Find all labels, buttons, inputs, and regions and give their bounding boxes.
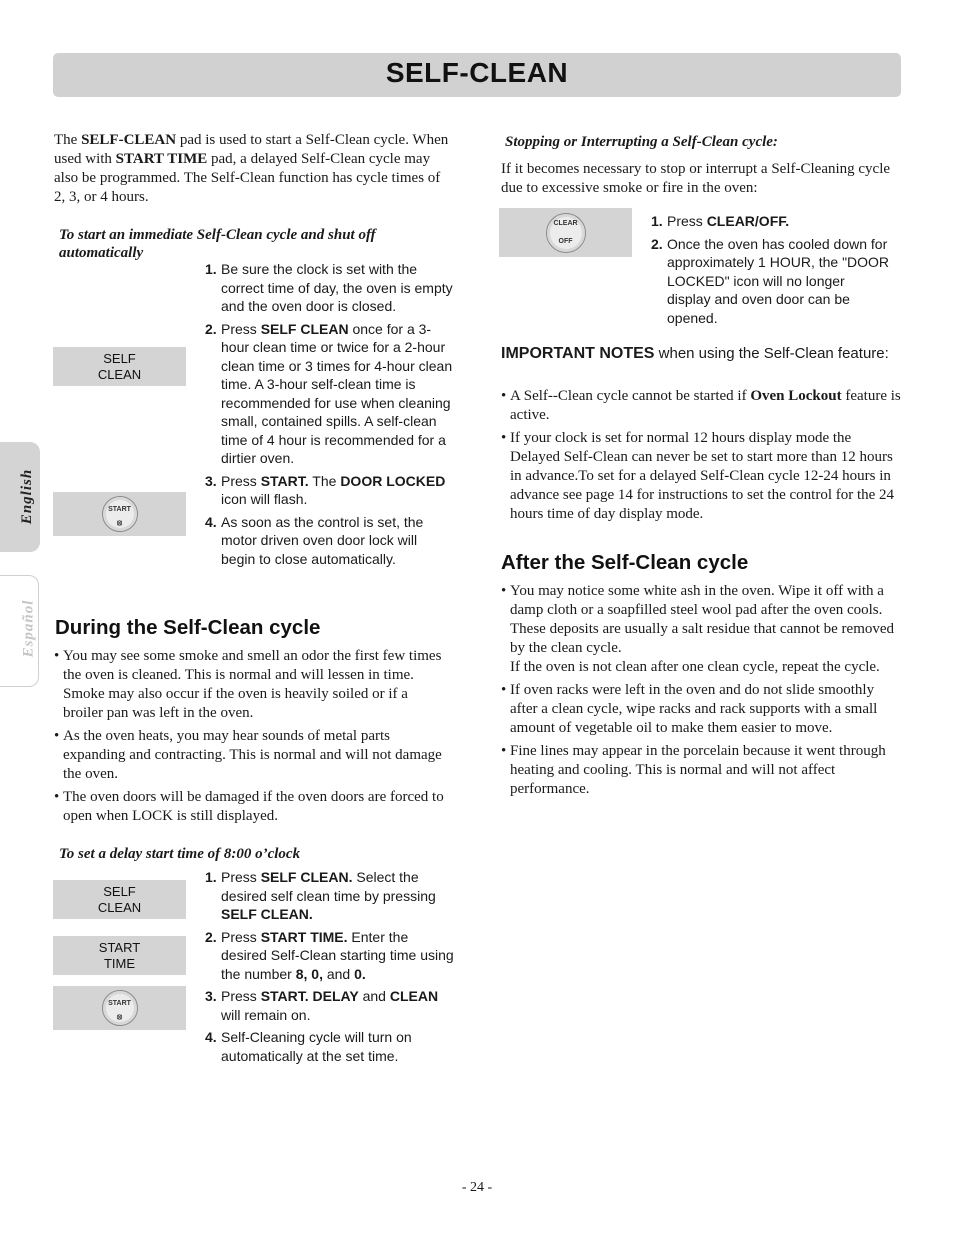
list-item: • You may notice some white ash in the oven. Wipe it off with a damp cloth or a soapfilled steel wool pad after the oven cools. These deposits are usually a salt residue that cannot be removed by the clean cycle. If the oven is not clean after one clean cycle, repeat the cycle. <box>501 583 895 675</box>
list-item: • You may see some smoke and smell an odor the first few times the oven is cleaned. This is normal and will lessen in time. Smoke may also occur if the oven is heavily soiled or if a broiler pan was left in the oven. <box>54 648 442 721</box>
list-item: 1. Press CLEAR/OFF. <box>651 213 790 229</box>
list-item: • If your clock is set for normal 12 hours display mode the Delayed Self-Clean can never be set to start more than 12 hours in advance.To set for a delayed Self-Clean cycle 12-24 hours in advance see page 14 for instructions to set the control for the 24 hours time of day display mode. <box>501 430 895 522</box>
start-key-panel <box>53 492 186 536</box>
intro-paragraph: The SELF-CLEAN pad is used to start a Self-Clean cycle. When used with START TIME pad, a delayed Self-Clean cycle may also be programmed. The Self-Clean function has cycle times of 2, 3, or 4 hours. <box>54 132 449 205</box>
after-list <box>501 582 901 803</box>
title-bar <box>53 53 901 97</box>
tab-espanol-label: Español <box>20 599 37 658</box>
list-item: • As the oven heats, you may hear sounds of metal parts expanding and contracting. This is normal and will not damage the oven. <box>54 728 442 782</box>
list-item: • The oven doors will be damaged if the oven doors are forced to open when LOCK is still displayed. <box>54 789 444 824</box>
important-heading: IMPORTANT NOTES when using the Self-Clean feature: <box>501 345 889 362</box>
list-item: • If oven racks were left in the oven and do not slide smoothly after a clean cycle, wipe racks and rack supports with a small amount of vegetable oil to make them easier to move. <box>501 682 878 736</box>
list-item: 4. As soon as the control is set, the motor driven oven door lock will begin to close automatically. <box>205 513 424 567</box>
stopping-steps <box>651 212 891 331</box>
list-item: 2. Press SELF CLEAN once for a 3-hour clean time or twice for a 2-hour clean time or 3 times for 4-hour clean time. A 3-hour self-clean time is recommended for use when cleaning small, contained spills. A self-clean time of 4 hour is recommended for a dirtier oven. <box>205 320 453 466</box>
list-item: 1. Be sure the clock is set with the correct time of day, the oven is empty and the oven door is closed. <box>205 261 453 314</box>
list-item: 2. Press START TIME. Enter the desired Self-Clean starting time using the number 8, 0, and 0. <box>205 928 454 982</box>
power-icon: ⦻ <box>116 517 123 527</box>
list-item: 3. Press START. The DOOR LOCKED icon will flash. <box>205 472 446 507</box>
self-clean-key[interactable]: SELF CLEAN <box>53 347 186 386</box>
important-list <box>501 387 901 528</box>
page-number: - 24 - <box>461 1180 493 1195</box>
page-title: SELF-CLEAN <box>385 57 569 88</box>
delay-steps <box>205 868 455 1069</box>
power-icon: ⦻ <box>116 1011 123 1021</box>
list-item: 3. Press START. DELAY and CLEAN will remain on. <box>205 988 439 1023</box>
during-list <box>54 647 449 830</box>
immediate-steps <box>205 260 455 572</box>
list-item: 2. Once the oven has cooled down for approximately 1 HOUR, the "DOOR LOCKED" icon will no longer display and oven door can be opened. <box>651 235 890 326</box>
list-item: 1. Press SELF CLEAN. Select the desired self clean time by pressing SELF CLEAN. <box>205 869 436 922</box>
clear-off-button[interactable]: CLEAR OFF <box>546 213 586 253</box>
tab-english[interactable] <box>0 442 40 552</box>
list-item: • A Self--Clean cycle cannot be started if Oven Lockout feature is active. <box>501 388 901 423</box>
stopping-heading: Stopping or Interrupting a Self-Clean cycle: <box>505 134 778 150</box>
during-heading: During the Self-Clean cycle <box>55 616 321 639</box>
self-clean-key[interactable]: SELF CLEAN <box>53 880 186 919</box>
immediate-heading: To start an immediate Self-Clean cycle and shut off automatically <box>59 227 376 261</box>
delay-heading: To set a delay start time of 8:00 o’clock <box>59 846 301 862</box>
list-item: 4. Self-Cleaning cycle will turn on automatically at the set time. <box>205 1029 412 1064</box>
tab-english-label: English <box>19 468 36 525</box>
tab-espanol[interactable] <box>0 575 39 687</box>
after-heading: After the Self-Clean cycle <box>501 551 749 574</box>
start-button[interactable]: START ⦻ <box>102 496 138 532</box>
start-time-key[interactable]: START TIME <box>53 936 186 975</box>
clear-key-panel <box>499 208 632 257</box>
start-button[interactable]: START ⦻ <box>102 990 138 1026</box>
start-key-panel <box>53 986 186 1030</box>
list-item: • Fine lines may appear in the porcelain because it went through heating and cooling. This is normal and will not affect performance. <box>501 743 886 797</box>
stopping-intro: If it becomes necessary to stop or interrupt a Self-Cleaning cycle due to excessive smoke or fire in the oven: <box>501 161 891 196</box>
